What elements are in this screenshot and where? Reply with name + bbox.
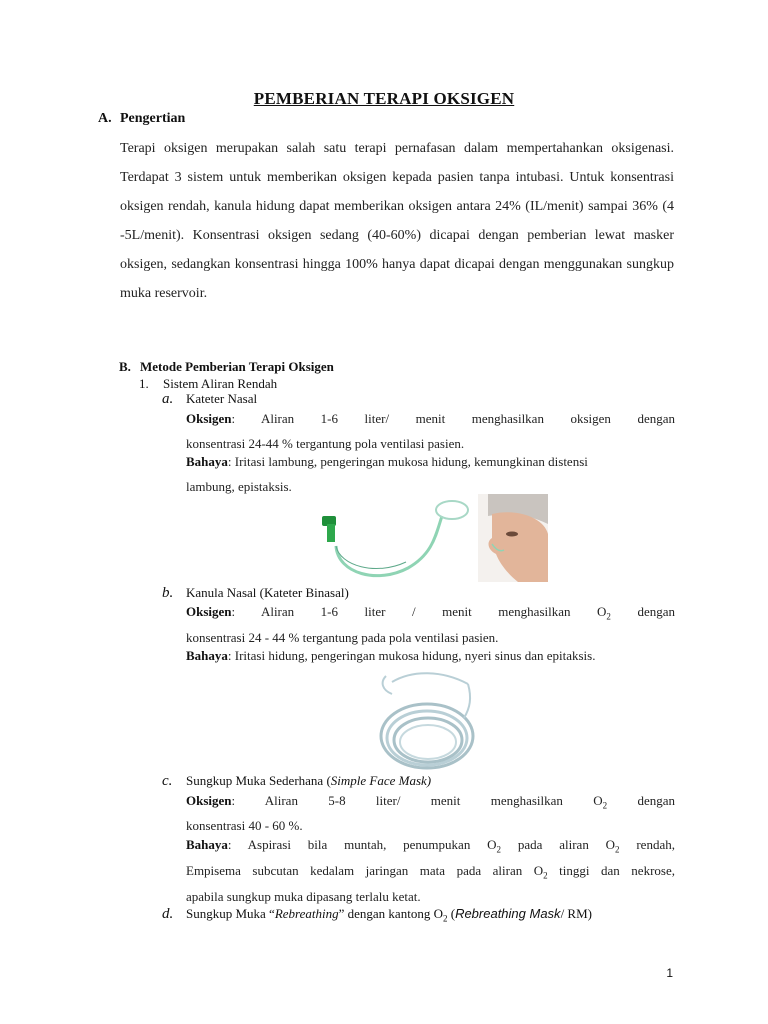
- section-a-number: A.: [98, 111, 112, 126]
- item-a-bahaya-line1: [186, 454, 675, 470]
- cannula-coil-4: [400, 725, 456, 759]
- item-c-oksigen-label: Oksigen: [186, 793, 232, 808]
- catheter-tip: [436, 501, 468, 519]
- item-c-o2-sub-c: 2: [543, 870, 548, 881]
- item-d-name-post: / RM): [560, 906, 592, 921]
- item-b-heading: [162, 585, 349, 602]
- cannula-loop: [392, 673, 468, 684]
- item-c-name-italic: Simple Face Mask): [330, 773, 432, 788]
- item-b-bahaya-label: Bahaya: [186, 648, 228, 663]
- section-b-title: Metode Pemberian Terapi Oksigen: [140, 359, 334, 374]
- item-c-bahaya2-text-a: Empisema subcutan kedalam jaringan mata pada aliran O: [186, 863, 544, 878]
- item-c-bahaya-line3: apabila sungkup muka dipasang terlalu ketat.: [186, 889, 421, 904]
- item-c-bahaya-label: Bahaya: [186, 837, 228, 852]
- item-c-bahaya-line2: [186, 863, 675, 881]
- item-c-o2-sub: 2: [602, 800, 608, 811]
- section-a-title: Pengertian: [120, 111, 186, 126]
- item-a-oksigen-label: Oksigen: [186, 411, 232, 426]
- item-d-o2-sub: 2: [442, 913, 448, 924]
- item-c-oksigen-line1: [186, 793, 675, 811]
- nasal-catheter-image: [318, 494, 470, 584]
- item-c-bahaya-text-b: pada aliran O: [501, 837, 616, 852]
- item-c-oksigen-text: : Aliran 5-8 liter/ menit menghasilkan O: [231, 793, 603, 808]
- item-b-o2-sub: 2: [606, 611, 611, 622]
- item-c-heading: [162, 773, 431, 790]
- eye: [506, 532, 518, 537]
- item-c-letter: c.: [162, 773, 173, 789]
- item-b-oksigen-line1: [186, 604, 675, 622]
- item-b-oksigen-text-end: dengan: [610, 604, 675, 619]
- catheter-connector-body: [327, 524, 335, 542]
- item-a-letter: a.: [162, 391, 174, 407]
- item-d-name-open: (: [447, 906, 456, 921]
- item-a-bahaya-label: Bahaya: [186, 454, 228, 469]
- item-d-name-pre: Sungkup Muka “: [186, 906, 275, 921]
- item-c-oksigen-line2: konsentrasi 40 - 60 %.: [186, 818, 303, 833]
- section-a-heading: [98, 111, 185, 127]
- item-a-oksigen-line2: konsentrasi 24-44 % tergantung pola ventilasi pasien.: [186, 436, 465, 451]
- item-b-oksigen-line2: konsentrasi 24 - 44 % tergantung pada pola ventilasi pasien.: [186, 630, 499, 645]
- item-d-name-italic: Rebreathing: [274, 906, 339, 921]
- subsection-1-title: Sistem Aliran Rendah: [163, 376, 278, 391]
- item-c-bahaya2-text-b: tinggi dan nekrose,: [547, 863, 675, 878]
- section-a-paragraph: Terapi oksigen merupakan salah satu terapi pernafasan dalam mempertahankan oksigenasi. Terdapat 3 sistem untuk memberikan oksigen kepada pasien tanpa intubasi. Untuk konsentrasi oksigen rendah, kanula hidung dapat memberikan oksigen antara 24% (IL/menit) sampai 36% (4 -5L/menit). Konsentrasi oksigen sedang (40-60%) dicapai dengan pemberian lewat masker oksigen, sedangkan konsentrasi hingga 100% hanya dapat dicapai dengan menggunakan sungkup muka reservoir.: [120, 141, 674, 301]
- item-c-oksigen-text-end: dengan: [607, 793, 675, 808]
- item-b-name: Kanula Nasal (Kateter Binasal): [186, 585, 349, 600]
- item-c-bahaya-text-a: : Aspirasi bila muntah, penumpukan O: [227, 837, 497, 852]
- item-c-name: Sungkup Muka Sederhana (: [186, 773, 331, 788]
- item-c-bahaya-text-c: rendah,: [619, 837, 675, 852]
- page-title: PEMBERIAN TERAPI OKSIGEN: [253, 89, 515, 108]
- section-b-heading: [119, 359, 334, 375]
- item-a-bahaya-text: : Iritasi lambung, pengeringan mukosa hidung, kemungkinan distensi: [227, 454, 588, 469]
- item-a-oksigen-text: : Aliran 1-6 liter/ menit menghasilkan oksigen dengan: [231, 411, 675, 426]
- section-b-number: B.: [119, 359, 131, 374]
- patient-face-image: [478, 494, 548, 582]
- item-b-oksigen-text: : Aliran 1-6 liter / menit menghasilkan O: [231, 604, 607, 619]
- subsection-1-number: 1.: [139, 376, 149, 391]
- subsection-1-heading: [139, 376, 277, 392]
- item-a-name: Kateter Nasal: [186, 391, 258, 406]
- item-d-heading: [162, 906, 592, 924]
- item-d-letter: d.: [162, 906, 174, 922]
- item-b-letter: b.: [162, 585, 174, 601]
- cannula-lead: [464, 684, 470, 718]
- item-b-bahaya-text: : Iritasi hidung, pengeringan mukosa hidung, nyeri sinus dan epitaksis.: [227, 648, 596, 663]
- item-c-o2-sub-a: 2: [496, 844, 502, 855]
- item-c-o2-sub-b: 2: [615, 844, 620, 855]
- nasal-cannula-image: [372, 664, 482, 774]
- item-b-oksigen-label: Oksigen: [186, 604, 232, 619]
- page-number: 1: [666, 966, 673, 980]
- catheter-tube: [336, 516, 442, 576]
- item-c-bahaya-line1: [186, 837, 675, 855]
- item-d-name-italic2: Rebreathing Mask: [455, 906, 561, 921]
- item-a-oksigen-line1: [186, 411, 675, 427]
- cannula-ear: [383, 676, 392, 694]
- item-d-name-mid: ” dengan kantong O: [338, 906, 443, 921]
- item-a-heading: [162, 391, 257, 408]
- item-b-bahaya-line: [186, 648, 675, 664]
- item-a-bahaya-line2: lambung, epistaksis.: [186, 479, 292, 494]
